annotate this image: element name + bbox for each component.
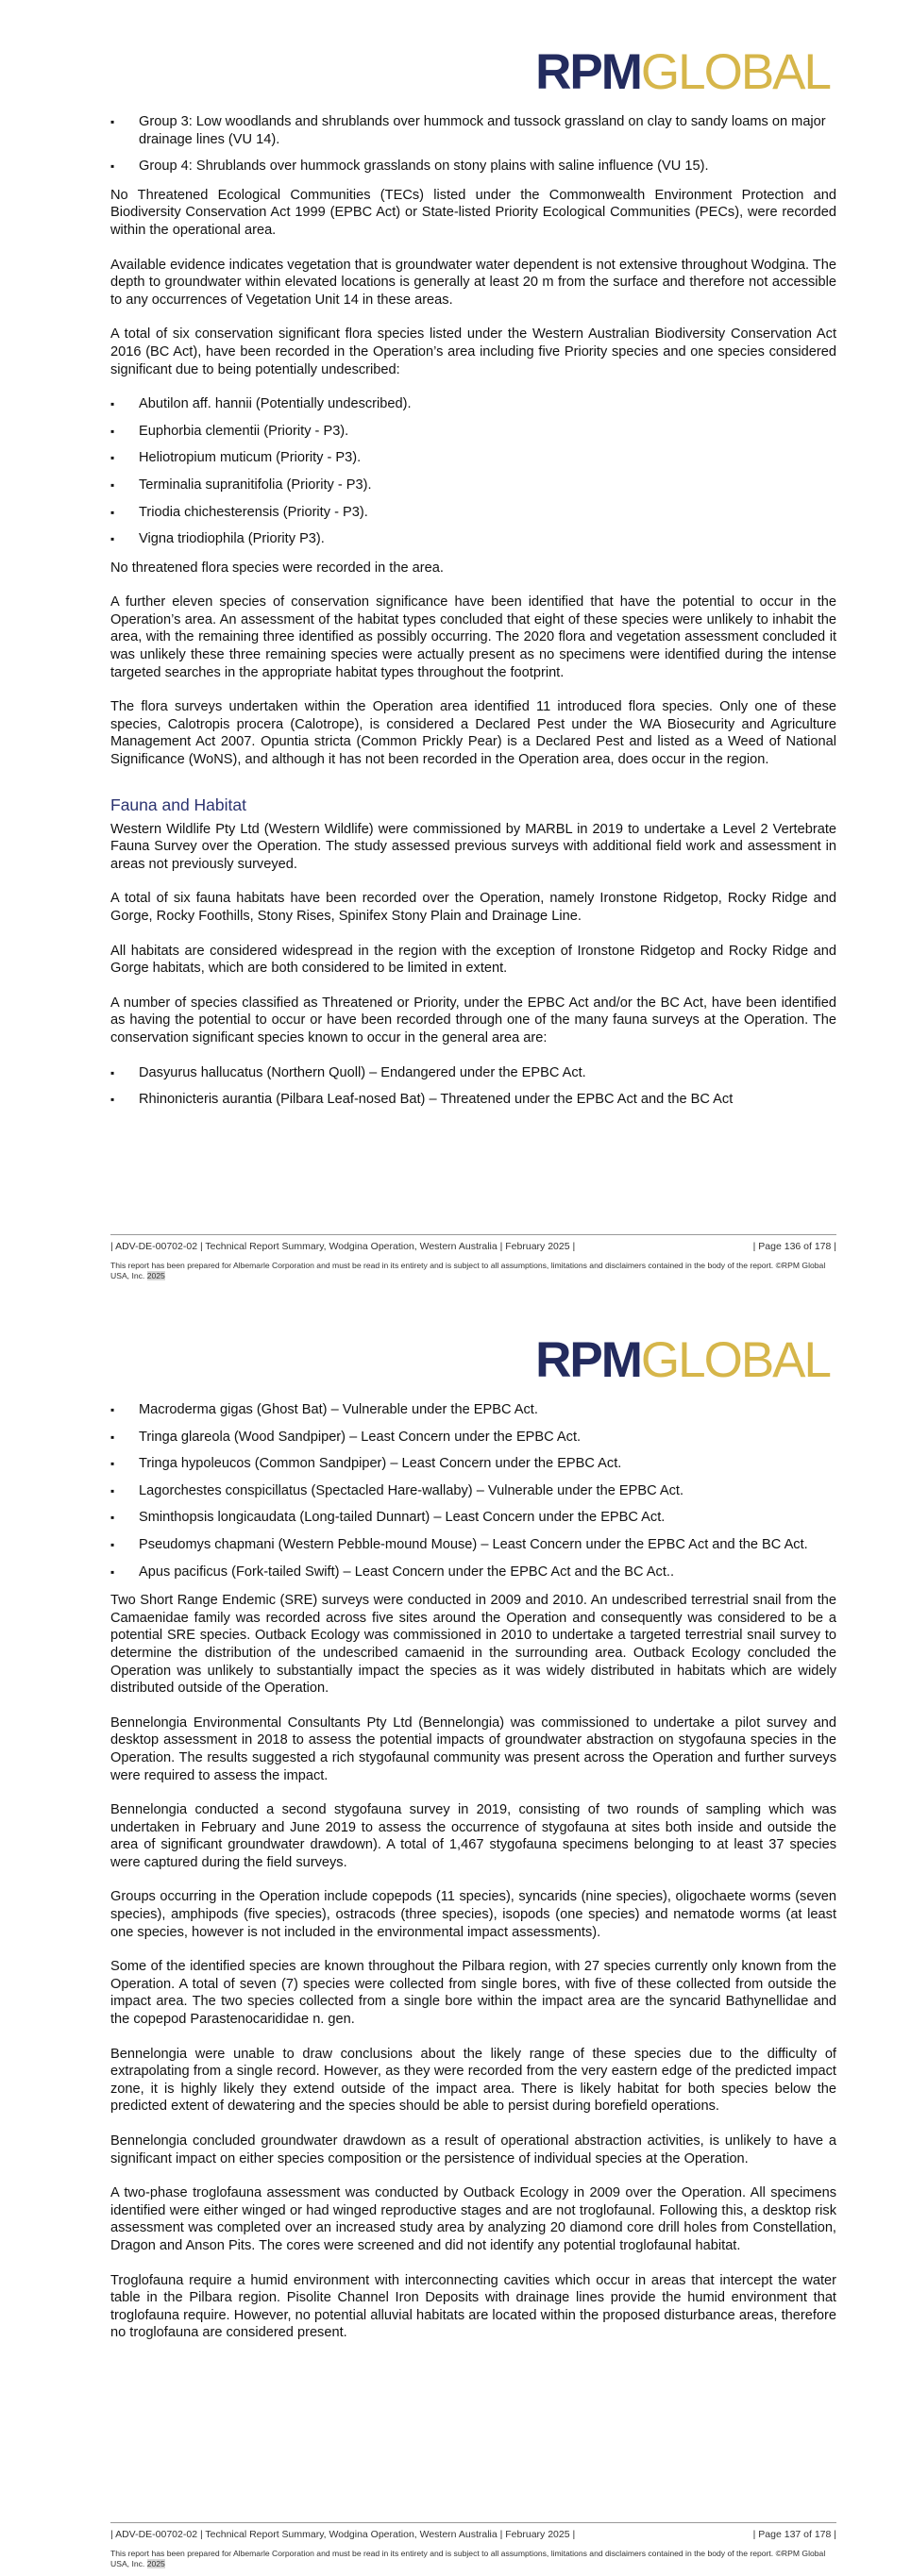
list-item: ▪ Group 3: Low woodlands and shrublands over hummock and tussock grassland on clay to sandy loams on major drainage lines (VU 14).: [110, 113, 836, 148]
list-item: ▪ Sminthopsis longicaudata (Long-tailed Dunnart) – Least Concern under the EPBC Act.: [110, 1509, 836, 1527]
list-item: ▪ Tringa glareola (Wood Sandpiper) – Least Concern under the EPBC Act.: [110, 1429, 836, 1447]
fauna-species-list: [110, 1064, 836, 1109]
paragraph: Groups occurring in the Operation include copepods (11 species), syncarids (nine species), oligochaete worms (seven species), amphipods (five species), ostracods (three species), isopods (one species) and nematode worms (at least one species, however is not included in the environmental impact assessments).: [110, 1889, 836, 1940]
list-item: ▪ Group 4: Shrublands over hummock grasslands on stony plains with saline influence (VU 15).: [110, 158, 836, 176]
page-number: | Page 136 of 178 |: [752, 1241, 836, 1252]
paragraph: Two Short Range Endemic (SRE) surveys were conducted in 2009 and 2010. An undescribed terrestrial snail from the Camaenidae family was recorded across five sites around the Operation and consequently was considered to be a potential SRE species. Outback Ecology was commissioned in 2010 to undertake a targeted terrestrial snail survey to determine the distribution of the undescribed camaenid in the surrounding area. Outback Ecology concluded the Operation was unlikely to substantially impact the species as it was widely distributed in habitats which are widely distributed outside of the Operation.: [110, 1593, 836, 1697]
paragraph: All habitats are considered widespread in the region with the exception of Ironstone Ridgetop and Rocky Ridge and Gorge habitats, which are both considered to be limited in extent.: [110, 943, 836, 977]
paragraph: A two-phase troglofauna assessment was conducted by Outback Ecology in 2009 over the Operation. All specimens identified were either winged or had winged reproductive stages and are not troglofaunal. Following this, a desktop risk assessment was completed over an increased study area by analyzing 20 diamond core drill holes from Constellation, Dragon and Anson Pits. The cores were screened and did not identify any potential troglofaunal habitat.: [110, 2185, 836, 2253]
paragraph: No threatened flora species were recorded in the area.: [110, 560, 444, 576]
paragraph: Bennelongia conducted a second stygofauna survey in 2019, consisting of two rounds of sampling which was undertaken in February and June 2019 to assess the occurrence of stygofauna at sites both inside and outside the area of significant groundwater drawdown). A total of 1,467 stygofauna specimens belonging to at least 37 species were captured during the field surveys.: [110, 1802, 836, 1870]
page-body: [110, 1401, 836, 2359]
report-page-137: [0, 1288, 911, 2576]
footer-doc-id: | ADV-DE-00702-02 | Technical Report Summary, Wodgina Operation, Western Australia | February 2025 |: [110, 2529, 576, 2540]
list-item: ▪ Triodia chichesterensis (Priority - P3).: [110, 504, 836, 522]
paragraph: The flora surveys undertaken within the Operation area identified 11 introduced flora species. Only one of these species, Calotropis procera (Calotrope), is considered a Declared Pest under the WA Biosecurity and Agriculture Management Act 2007. Opuntia stricta (Common Prickly Pear) is a Declared Pest and listed as a Weed of National Significance (WoNS), and although it has not been recorded in the Operation area, does occur in the region.: [110, 699, 836, 768]
list-item: ▪ Terminalia supranitifolia (Priority - P3).: [110, 477, 836, 494]
vegetation-group-list: [110, 113, 836, 176]
list-item: ▪ Apus pacificus (Fork-tailed Swift) – Least Concern under the EPBC Act and the BC Act..: [110, 1564, 836, 1581]
rpm-global-logo: RPMGLOBAL: [535, 1332, 830, 1388]
list-item: ▪ Dasyurus hallucatus (Northern Quoll) – Endangered under the EPBC Act.: [110, 1064, 836, 1082]
list-item: ▪ Rhinonicteris aurantia (Pilbara Leaf-nosed Bat) – Threatened under the EPBC Act and the BC Act: [110, 1091, 836, 1109]
paragraph: Bennelongia were unable to draw conclusions about the likely range of these species due to the difficulty of extrapolating from a single record. However, as they were recorded from the very eastern edge of the predicted impact zone, it is highly likely they extend outside of the impact area. There is likely habitat for both species below the predicted extent of dewatering and the species should be able to persist during borefield operations.: [110, 2046, 836, 2115]
list-item: ▪ Heliotropium muticum (Priority - P3).: [110, 449, 836, 467]
rpm-global-logo: RPMGLOBAL: [535, 44, 830, 100]
fauna-species-list: [110, 1401, 836, 1581]
paragraph: Bennelongia Environmental Consultants Pty Ltd (Bennelongia) was commissioned to undertake a pilot survey and desktop assessment in 2018 to assess the potential impacts of groundwater abstraction on stygofauna species in the Operation. The results suggested a rich stygofaunal community was present across the Operation and further surveys were required to assess the impact.: [110, 1715, 836, 1783]
paragraph: A total of six conservation significant flora species listed under the Western Australian Biodiversity Conservation Act 2016 (BC Act), have been recorded in the Operation’s area including five Priority species and one species considered significant due to being potentially undescribed:: [110, 326, 836, 377]
paragraph: A total of six fauna habitats have been recorded over the Operation, namely Ironstone Ridgetop, Rocky Ridge and Gorge, Rocky Foothills, Stony Rises, Spinifex Stony Plain and Drainage Line.: [110, 891, 836, 924]
footer-doc-id: | ADV-DE-00702-02 | Technical Report Summary, Wodgina Operation, Western Australia | February 2025 |: [110, 1241, 576, 1252]
list-item: ▪ Vigna triodiophila (Priority P3).: [110, 530, 836, 548]
list-item: ▪ Tringa hypoleucos (Common Sandpiper) – Least Concern under the EPBC Act.: [110, 1455, 836, 1473]
paragraph: Troglofauna require a humid environment with interconnecting cavities which occur in areas that intercept the water table in the Pilbara region. Pisolite Channel Iron Deposits with drainage lines provide the humid environment that troglofauna require. However, no potential alluvial habitats are located within the proposed disturbance areas, therefore no troglofauna are considered present.: [110, 2272, 836, 2341]
list-item: ▪ Abutilon aff. hannii (Potentially undescribed).: [110, 395, 836, 413]
flora-species-list: [110, 395, 836, 548]
paragraph: Available evidence indicates vegetation that is groundwater water dependent is not extensive throughout Wodgina. The depth to groundwater within elevated locations is generally at least 20 m from the surface and therefore not accessible to any occurrences of Vegetation Unit 14 in these areas.: [110, 257, 836, 308]
page-footer: [110, 1234, 836, 1281]
page-number: | Page 137 of 178 |: [752, 2529, 836, 2540]
list-item: ▪ Euphorbia clementii (Priority - P3).: [110, 423, 836, 441]
list-item: ▪ Macroderma gigas (Ghost Bat) – Vulnerable under the EPBC Act.: [110, 1401, 836, 1419]
section-heading: Fauna and Habitat: [110, 795, 246, 814]
list-item: ▪ Pseudomys chapmani (Western Pebble-mound Mouse) – Least Concern under the EPBC Act and the BC Act.: [110, 1536, 836, 1554]
page-footer: [110, 2522, 836, 2569]
paragraph: Bennelongia concluded groundwater drawdown as a result of operational abstraction activities, is unlikely to have a significant impact on either species composition or the persistence of individual species at the Operation.: [110, 2133, 836, 2166]
footer-disclaimer: This report has been prepared for Albemarle Corporation and must be read in its entirety and is subject to all assumptions, limitations and disclaimers contained in the body of the report. ©RPM Global USA, Inc. 2025: [110, 1261, 826, 1280]
footer-disclaimer: This report has been prepared for Albemarle Corporation and must be read in its entirety and is subject to all assumptions, limitations and disclaimers contained in the body of the report. ©RPM Global USA, Inc. 2025: [110, 2549, 826, 2568]
paragraph: No Threatened Ecological Communities (TECs) listed under the Commonwealth Environment Protection and Biodiversity Conservation Act 1999 (EPBC Act) or State-listed Priority Ecological Communities (PECs), were recorded within the operational area.: [110, 187, 836, 238]
paragraph: Western Wildlife Pty Ltd (Western Wildlife) were commissioned by MARBL in 2019 to undertake a Level 2 Vertebrate Fauna Survey over the Operation. The study assessed previous surveys with additional field work and assessment in areas not previously surveyed.: [110, 821, 836, 872]
paragraph: Some of the identified species are known throughout the Pilbara region, with 27 species currently only known from the Operation. A total of seven (7) species were collected from single bores, with five of these collected from outside the impact area. The two species collected from a single bore within the impact area are the syncarid Bathynellidae and the copepod Parastenocarididae n. gen.: [110, 1959, 836, 2028]
paragraph: A number of species classified as Threatened or Priority, under the EPBC Act and/or the BC Act, have been identified as having the potential to occur or have been recorded through one of the many fauna surveys at the Operation. The conservation significant species known to occur in the general area are:: [110, 995, 836, 1045]
list-item: ▪ Lagorchestes conspicillatus (Spectacled Hare-wallaby) – Vulnerable under the EPBC Act.: [110, 1482, 836, 1500]
page-body: [110, 113, 836, 1120]
paragraph: A further eleven species of conservation significance have been identified that have the potential to occur in the Operation’s area. An assessment of the habitat types concluded that eight of these species were unlikely to inhabit the area, with the remaining three identified as possibly occurring. The 2020 flora and vegetation assessment concluded it was unlikely these three remaining species were actually present as no specimens were identified during the intense targeted searches in the appropriate habitat types throughout the footprint.: [110, 594, 836, 680]
